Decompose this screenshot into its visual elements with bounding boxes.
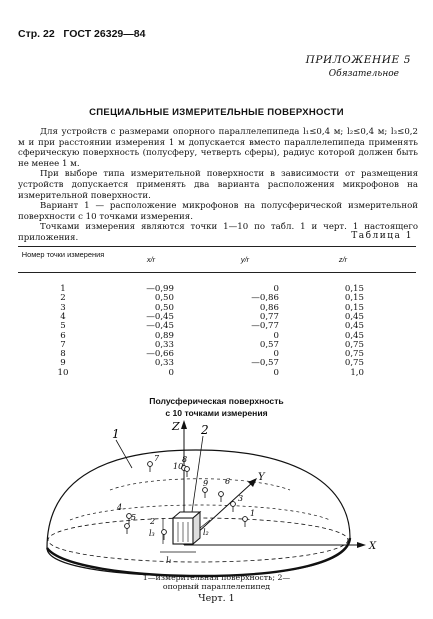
z-cell: 0,45 [344, 311, 364, 322]
point-label-5: 5 [131, 513, 137, 522]
point-number-cell: 10 [57, 367, 69, 378]
point-label-10: 10 [173, 462, 184, 471]
x-cell: —0,66 [146, 349, 174, 360]
y-cell: 0 [273, 330, 279, 341]
z-axis-label: Z [172, 420, 180, 433]
figure-subtitle: с 10 точками измерения [165, 408, 268, 418]
y-cell: —0,86 [251, 293, 279, 304]
y-cell: 0,57 [259, 339, 279, 350]
z-cell: 0,15 [344, 293, 364, 304]
point-label-2: 2 [150, 517, 156, 526]
x-cell: 0,33 [154, 358, 174, 369]
point-number-cell: 1 [60, 284, 66, 294]
dimension-l2-line [200, 520, 210, 528]
z-cell: 0,75 [344, 358, 364, 369]
standard-number: ГОСТ 26329—84 [63, 28, 146, 40]
page-header [18, 28, 145, 40]
callout-1-leader [116, 440, 132, 468]
paragraph: При выборе типа измерительной поверхности в зависимости от размещения устройств допускается применять два варианта расположения микрофонов на измерительной поверхности. [18, 169, 418, 201]
figure-title: Полусферическая поверхность [149, 396, 284, 406]
y-cell: 0 [273, 367, 279, 378]
y-cell: 0,77 [259, 311, 279, 322]
paragraph: Точками измерения являются точки 1—10 по табл. 1 и черт. 1 настоящего приложения. [18, 222, 418, 243]
point-label-6: 6 [225, 477, 231, 486]
x-cell: 0,50 [154, 302, 174, 313]
y-cell: 0,86 [259, 302, 279, 313]
callout-2: 2 [201, 423, 209, 437]
point-label-7: 7 [154, 454, 160, 463]
point-label-8: 8 [182, 455, 188, 464]
point-label-4: 4 [117, 503, 123, 512]
figure-number: Черт. 1 [198, 593, 235, 604]
microphone-point-1 [243, 517, 248, 522]
table-header-point: Номер точки измерения [21, 250, 105, 259]
z-cell: 0,75 [344, 349, 364, 360]
z-cell: 0,15 [344, 302, 364, 313]
dimension-l3: l₃ [149, 529, 155, 538]
z-cell: 0,75 [344, 339, 364, 350]
reference-box-side [193, 512, 200, 544]
paragraph: Вариант 1 — расположение микрофонов на полусферической измерительной поверхности с 10 точками измерения. [18, 201, 418, 222]
paragraph: Для устройств с размерами опорного параллелепипеда l₁≤0,4 м; l₂≤0,4 м; l₃≤0,2 м и при расстоянии измерения 1 м допускается вместо параллелепипеда применять сферическую поверхность (полусферу, четверть сферы), радиус которой должен быть не менее 1 м. [18, 127, 418, 169]
y-axis-label: Y [258, 472, 265, 483]
x-axis-label: X [369, 541, 377, 552]
hemisphere-base-rim [47, 538, 350, 576]
point-number-cell: 6 [60, 330, 66, 341]
callout-2-leader [192, 436, 203, 512]
microphone-point-3 [231, 502, 236, 507]
appendix-status: Обязательное [328, 69, 399, 79]
figure-caption-line2: опорный параллелепипед [162, 582, 271, 591]
z-cell: 0,15 [344, 284, 364, 294]
table-top-rule [18, 246, 416, 247]
point-number-cell: 9 [60, 358, 66, 369]
microphone-point-7 [148, 462, 153, 467]
hemisphere-figure [0, 420, 433, 580]
x-cell: 0,33 [154, 339, 174, 350]
microphone-point-6 [219, 492, 224, 497]
z-cell: 0,45 [344, 321, 364, 332]
figure-caption-line1: 1—измерительная поверхность; 2— [142, 573, 291, 582]
page-number: Стр. 22 [18, 28, 55, 40]
x-cell: —0,45 [146, 321, 174, 332]
table-header-rule [18, 272, 416, 273]
x-cell: 0 [168, 367, 174, 378]
point-number-cell: 2 [60, 293, 66, 304]
microphone-point-10 [185, 467, 190, 472]
microphone-point-2 [162, 530, 167, 535]
dimension-l1: l₁ [166, 556, 172, 565]
appendix-title: ПРИЛОЖЕНИЕ 5 [305, 54, 411, 66]
point-number-cell: 5 [60, 321, 66, 332]
y-cell: 0 [273, 349, 279, 360]
point-number-cell: 3 [60, 302, 66, 313]
microphone-point-5 [125, 524, 130, 529]
z-cell: 0,45 [344, 330, 364, 341]
point-number-cell: 7 [60, 339, 66, 350]
table-header-y: y/r [240, 255, 250, 264]
table-header-z: z/r [338, 255, 348, 264]
point-label-1: 1 [250, 509, 256, 518]
callout-1: 1 [112, 427, 120, 441]
point-label-9: 9 [203, 479, 209, 488]
table-header-x: x/r [146, 255, 156, 264]
x-axis-arrow [357, 542, 366, 548]
y-cell: 0 [273, 284, 279, 294]
y-cell: —0,57 [251, 358, 279, 369]
x-cell: —0,45 [146, 311, 174, 322]
x-cell: 0,89 [154, 330, 174, 341]
z-axis-arrow [181, 420, 187, 429]
table-label: Таблица 1 [351, 231, 413, 241]
section-title: СПЕЦИАЛЬНЫЕ ИЗМЕРИТЕЛЬНЫЕ ПОВЕРХНОСТИ [89, 107, 344, 118]
dimension-l2: l₂ [203, 528, 209, 537]
y-cell: —0,77 [251, 321, 279, 332]
body-text [18, 127, 418, 244]
point-label-3: 3 [238, 494, 244, 503]
x-cell: —0,99 [146, 284, 174, 294]
microphone-point-9 [203, 488, 208, 493]
z-cell: 1,0 [350, 367, 364, 378]
table-row [18, 369, 416, 378]
x-cell: 0,50 [154, 293, 174, 304]
point-number-cell: 4 [60, 311, 66, 322]
point-number-cell: 8 [60, 349, 66, 360]
